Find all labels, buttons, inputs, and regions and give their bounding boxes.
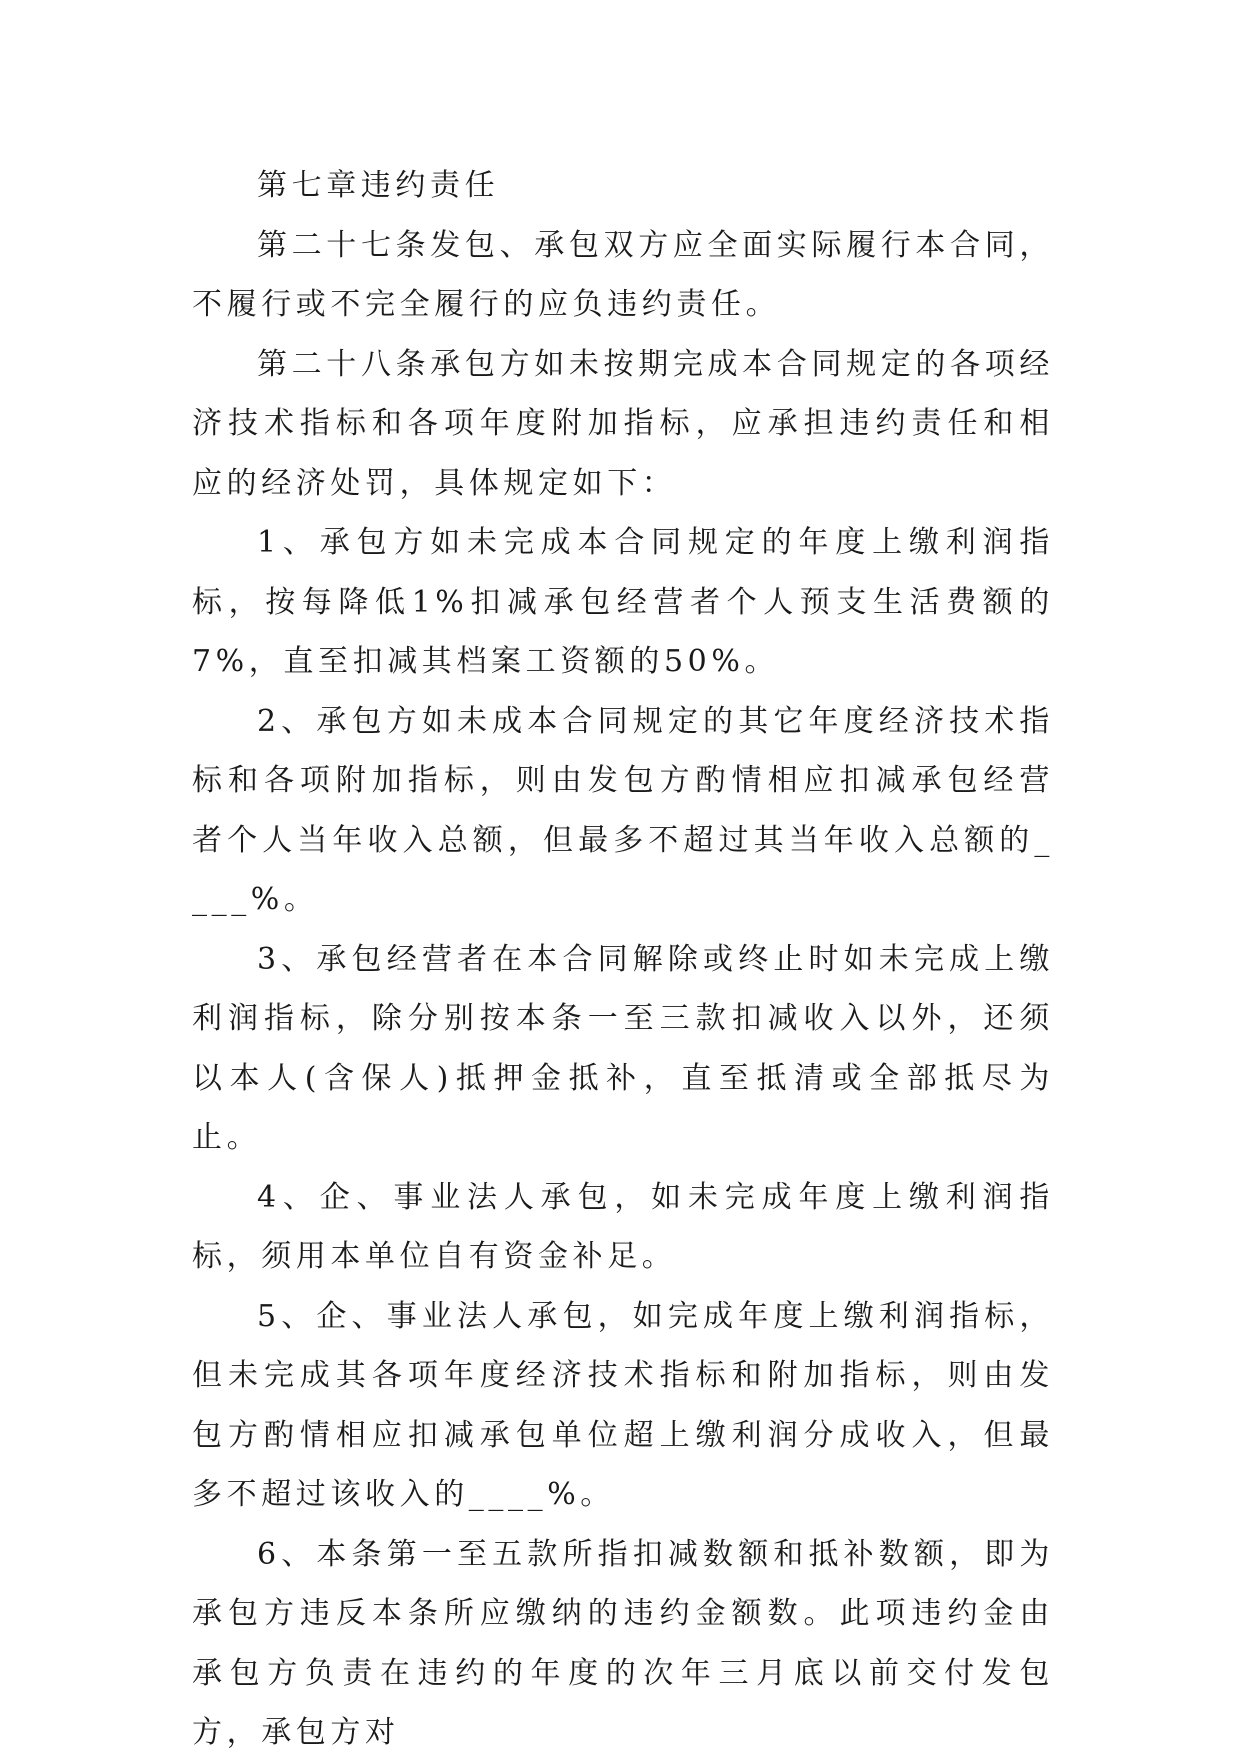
- article-28: 第二十八条承包方如未按期完成本合同规定的各项经济技术指标和各项年度附加指标，应承担违约责任和相应的经济处罚，具体规定如下：: [192, 346, 1054, 501]
- clause-2: 2、承包方如未成本合同规定的其它年度经济技术指标和各项附加指标，则由发包方酌情相应扣减承包经营者个人当年收入总额，但最多不超过其当年收入总额的____%。: [192, 703, 1054, 917]
- document-body: [192, 156, 1054, 1763]
- clause-3: 3、承包经营者在本合同解除或终止时如未完成上缴利润指标，除分别按本条一至三款扣减收入以外，还须以本人(含保人)抵押金抵补，直至抵清或全部抵尽为止。: [192, 941, 1054, 1155]
- clause-5: 5、企、事业法人承包，如完成年度上缴利润指标，但未完成其各项年度经济技术指标和附加指标，则由发包方酌情相应扣减承包单位超上缴利润分成收入，但最多不超过该收入的____%。: [192, 1298, 1054, 1512]
- article-27: 第二十七条发包、承包双方应全面实际履行本合同，不履行或不完全履行的应负违约责任。: [192, 227, 1054, 322]
- chapter-heading: 第七章违约责任: [257, 168, 500, 203]
- clause-6: 6、本条第一至五款所指扣减数额和抵补数额，即为承包方违反本条所应缴纳的违约金额数。此项违约金由承包方负责在违约的年度的次年三月底以前交付发包方，承包方对: [192, 1536, 1054, 1750]
- clause-4: 4、企、事业法人承包，如未完成年度上缴利润指标，须用本单位自有资金补足。: [192, 1179, 1054, 1274]
- clause-1: 1、承包方如未完成本合同规定的年度上缴利润指标，按每降低1%扣减承包经营者个人预支生活费额的7%，直至扣减其档案工资额的50%。: [192, 525, 1054, 679]
